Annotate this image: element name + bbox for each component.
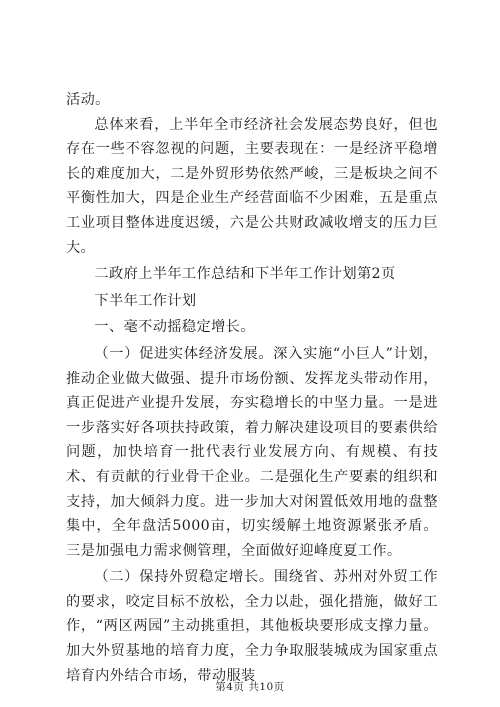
paragraph-continuation: 活动。 bbox=[66, 92, 110, 108]
paragraph-page-heading: 二政府上半年工作总结和下半年工作计划第2页 bbox=[94, 266, 396, 283]
paragraph-section-heading: 一、毫不动摇稳定增长。 bbox=[94, 319, 255, 336]
paragraph-plan-heading: 下半年工作计划 bbox=[94, 292, 197, 309]
paragraph-item-1: （一）促进实体经济发展。深入实施“小巨人”计划，推动企业做大做强、提升市场份额、发挥龙头带动作用，真正促进产业提升发展，夯实稳增长的中坚力量。一是进一步落实好各项扶持政策，着力解决建设项目的要素供给问题，加快培育一批代表行业发展方向、有规模、有技术、有贡献的行业骨干企业。二是强化生产要素的组织和支持，加大倾斜力度。进一步加大对闲置低效用地的盘整集中，全年盘活5000亩，切实缓解土地资源紧张矛盾。三是加强电力需求侧管理，全面做好迎峰度夏工作。 bbox=[66, 345, 438, 559]
document-body bbox=[66, 88, 438, 688]
page-footer: 第4页 共10页 bbox=[215, 681, 285, 693]
paragraph-item-2: （二）保持外贸稳定增长。围绕省、苏州对外贸工作的要求，咬定目标不放松，全力以赴，强化措施，做好工作，“两区两园”主动挑重担，其他板块要形成支撑力量。加大外贸基地的培育力度，全力争取服装城成为国家重点培育内外结合市场，带动服装 bbox=[66, 569, 438, 684]
paragraph-summary: 总体来看，上半年全市经济社会发展态势良好，但也存在一些不容忽视的问题，主要表现在：一是经济平稳增长的难度加大，二是外贸形势依然严峻，三是板块之间不平衡性加大，四是企业生产经营面临不少困难，五是重点工业项目整体进度迟缓，六是公共财政减收增支的压力巨大。 bbox=[66, 116, 438, 256]
